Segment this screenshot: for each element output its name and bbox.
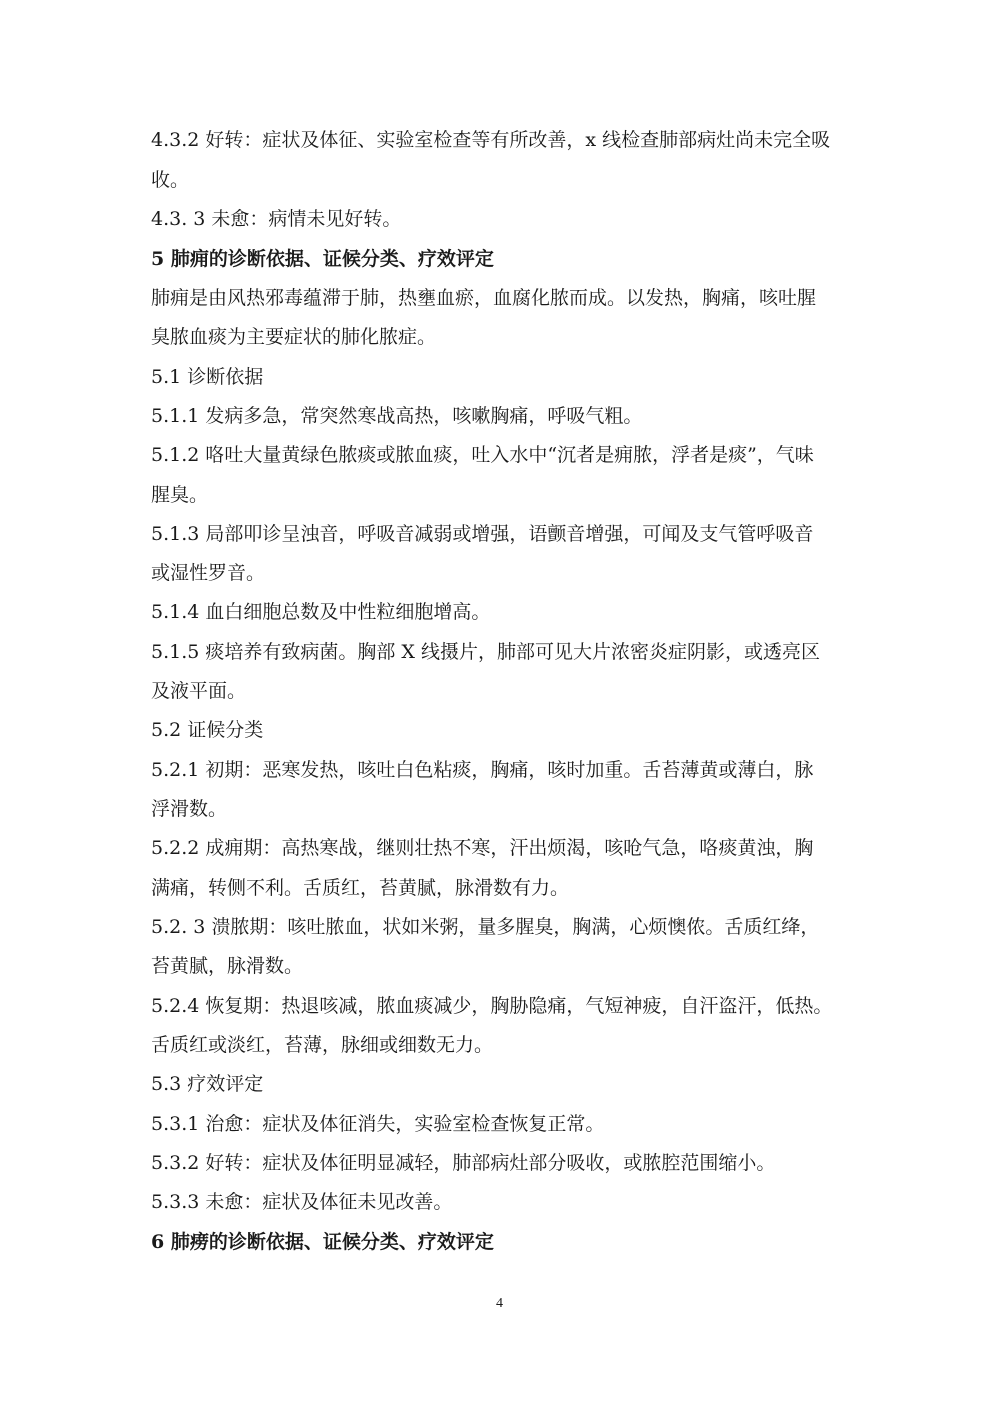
- text-line: 4.3. 3 未愈：病情未见好转。: [151, 208, 402, 230]
- text-line: 收。: [151, 169, 190, 191]
- text-line: 舌质红或淡红，苔薄，脉细或细数无力。: [151, 1034, 494, 1056]
- text-line: 5.2.4 恢复期：热退咳减，脓血痰减少，胸胁隐痛，气短神疲，自汗盗汗，低热。: [151, 995, 833, 1017]
- text-line: 腥臭。: [151, 484, 209, 506]
- text-line: 5.1.3 局部叩诊呈浊音，呼吸音减弱或增强，语颤音增强，可闻及支气管呼吸音: [151, 523, 814, 545]
- text-line: 5.2.1 初期：恶寒发热，咳吐白色粘痰，胸痛，咳时加重。舌苔薄黄或薄白，脉: [151, 759, 814, 781]
- section-heading: 5 肺痈的诊断依据、证候分类、疗效评定: [151, 248, 494, 270]
- text-line: 满痛，转侧不利。舌质红，苔黄腻，脉滑数有力。: [151, 877, 570, 899]
- subsection-heading: 5.3 疗效评定: [151, 1073, 264, 1095]
- text-line: 5.2. 3 溃脓期：咳吐脓血，状如米粥，量多腥臭，胸满，心烦懊侬。舌质红绛，: [151, 916, 820, 938]
- subsection-heading: 5.2 证候分类: [151, 719, 264, 741]
- text-line: 苔黄腻，脉滑数。: [151, 955, 304, 977]
- text-line: 5.3.3 未愈：症状及体征未见改善。: [151, 1191, 453, 1213]
- text-line: 臭脓血痰为主要症状的肺化脓症。: [151, 326, 437, 348]
- text-line: 浮滑数。: [151, 798, 228, 820]
- subsection-heading: 5.1 诊断依据: [151, 366, 264, 388]
- text-line: 4.3.2 好转：症状及体征、实验室检查等有所改善，x 线检查肺部病灶尚未完全吸: [151, 129, 831, 151]
- text-line: 5.1.4 血白细胞总数及中性粒细胞增高。: [151, 601, 491, 623]
- text-line: 及液平面。: [151, 680, 247, 702]
- text-line: 5.1.2 咯吐大量黄绿色脓痰或脓血痰，吐入水中“沉者是痈脓，浮者是痰”，气味: [151, 444, 814, 466]
- text-line: 5.3.1 治愈：症状及体征消失，实验室检查恢复正常。: [151, 1113, 605, 1135]
- page-number: 4: [496, 1296, 503, 1311]
- text-line: 5.3.2 好转：症状及体征明显减轻，肺部病灶部分吸收，或脓腔范围缩小。: [151, 1152, 776, 1174]
- text-line: 5.1.1 发病多急，常突然寒战高热，咳嗽胸痛，呼吸气粗。: [151, 405, 643, 427]
- text-line: 5.1.5 痰培养有致病菌。胸部 X 线摄片，肺部可见大片浓密炎症阴影，或透亮区: [151, 641, 820, 663]
- text-line: 5.2.2 成痈期：高热寒战，继则壮热不寒，汗出烦渴，咳呛气急，咯痰黄浊，胸: [151, 837, 814, 859]
- section-heading: 6 肺痨的诊断依据、证候分类、疗效评定: [151, 1231, 494, 1253]
- text-line: 或湿性罗音。: [151, 562, 266, 584]
- text-line: 肺痈是由风热邪毒蕴滞于肺，热壅血瘀，血腐化脓而成。以发热，胸痛，咳吐腥: [151, 287, 817, 309]
